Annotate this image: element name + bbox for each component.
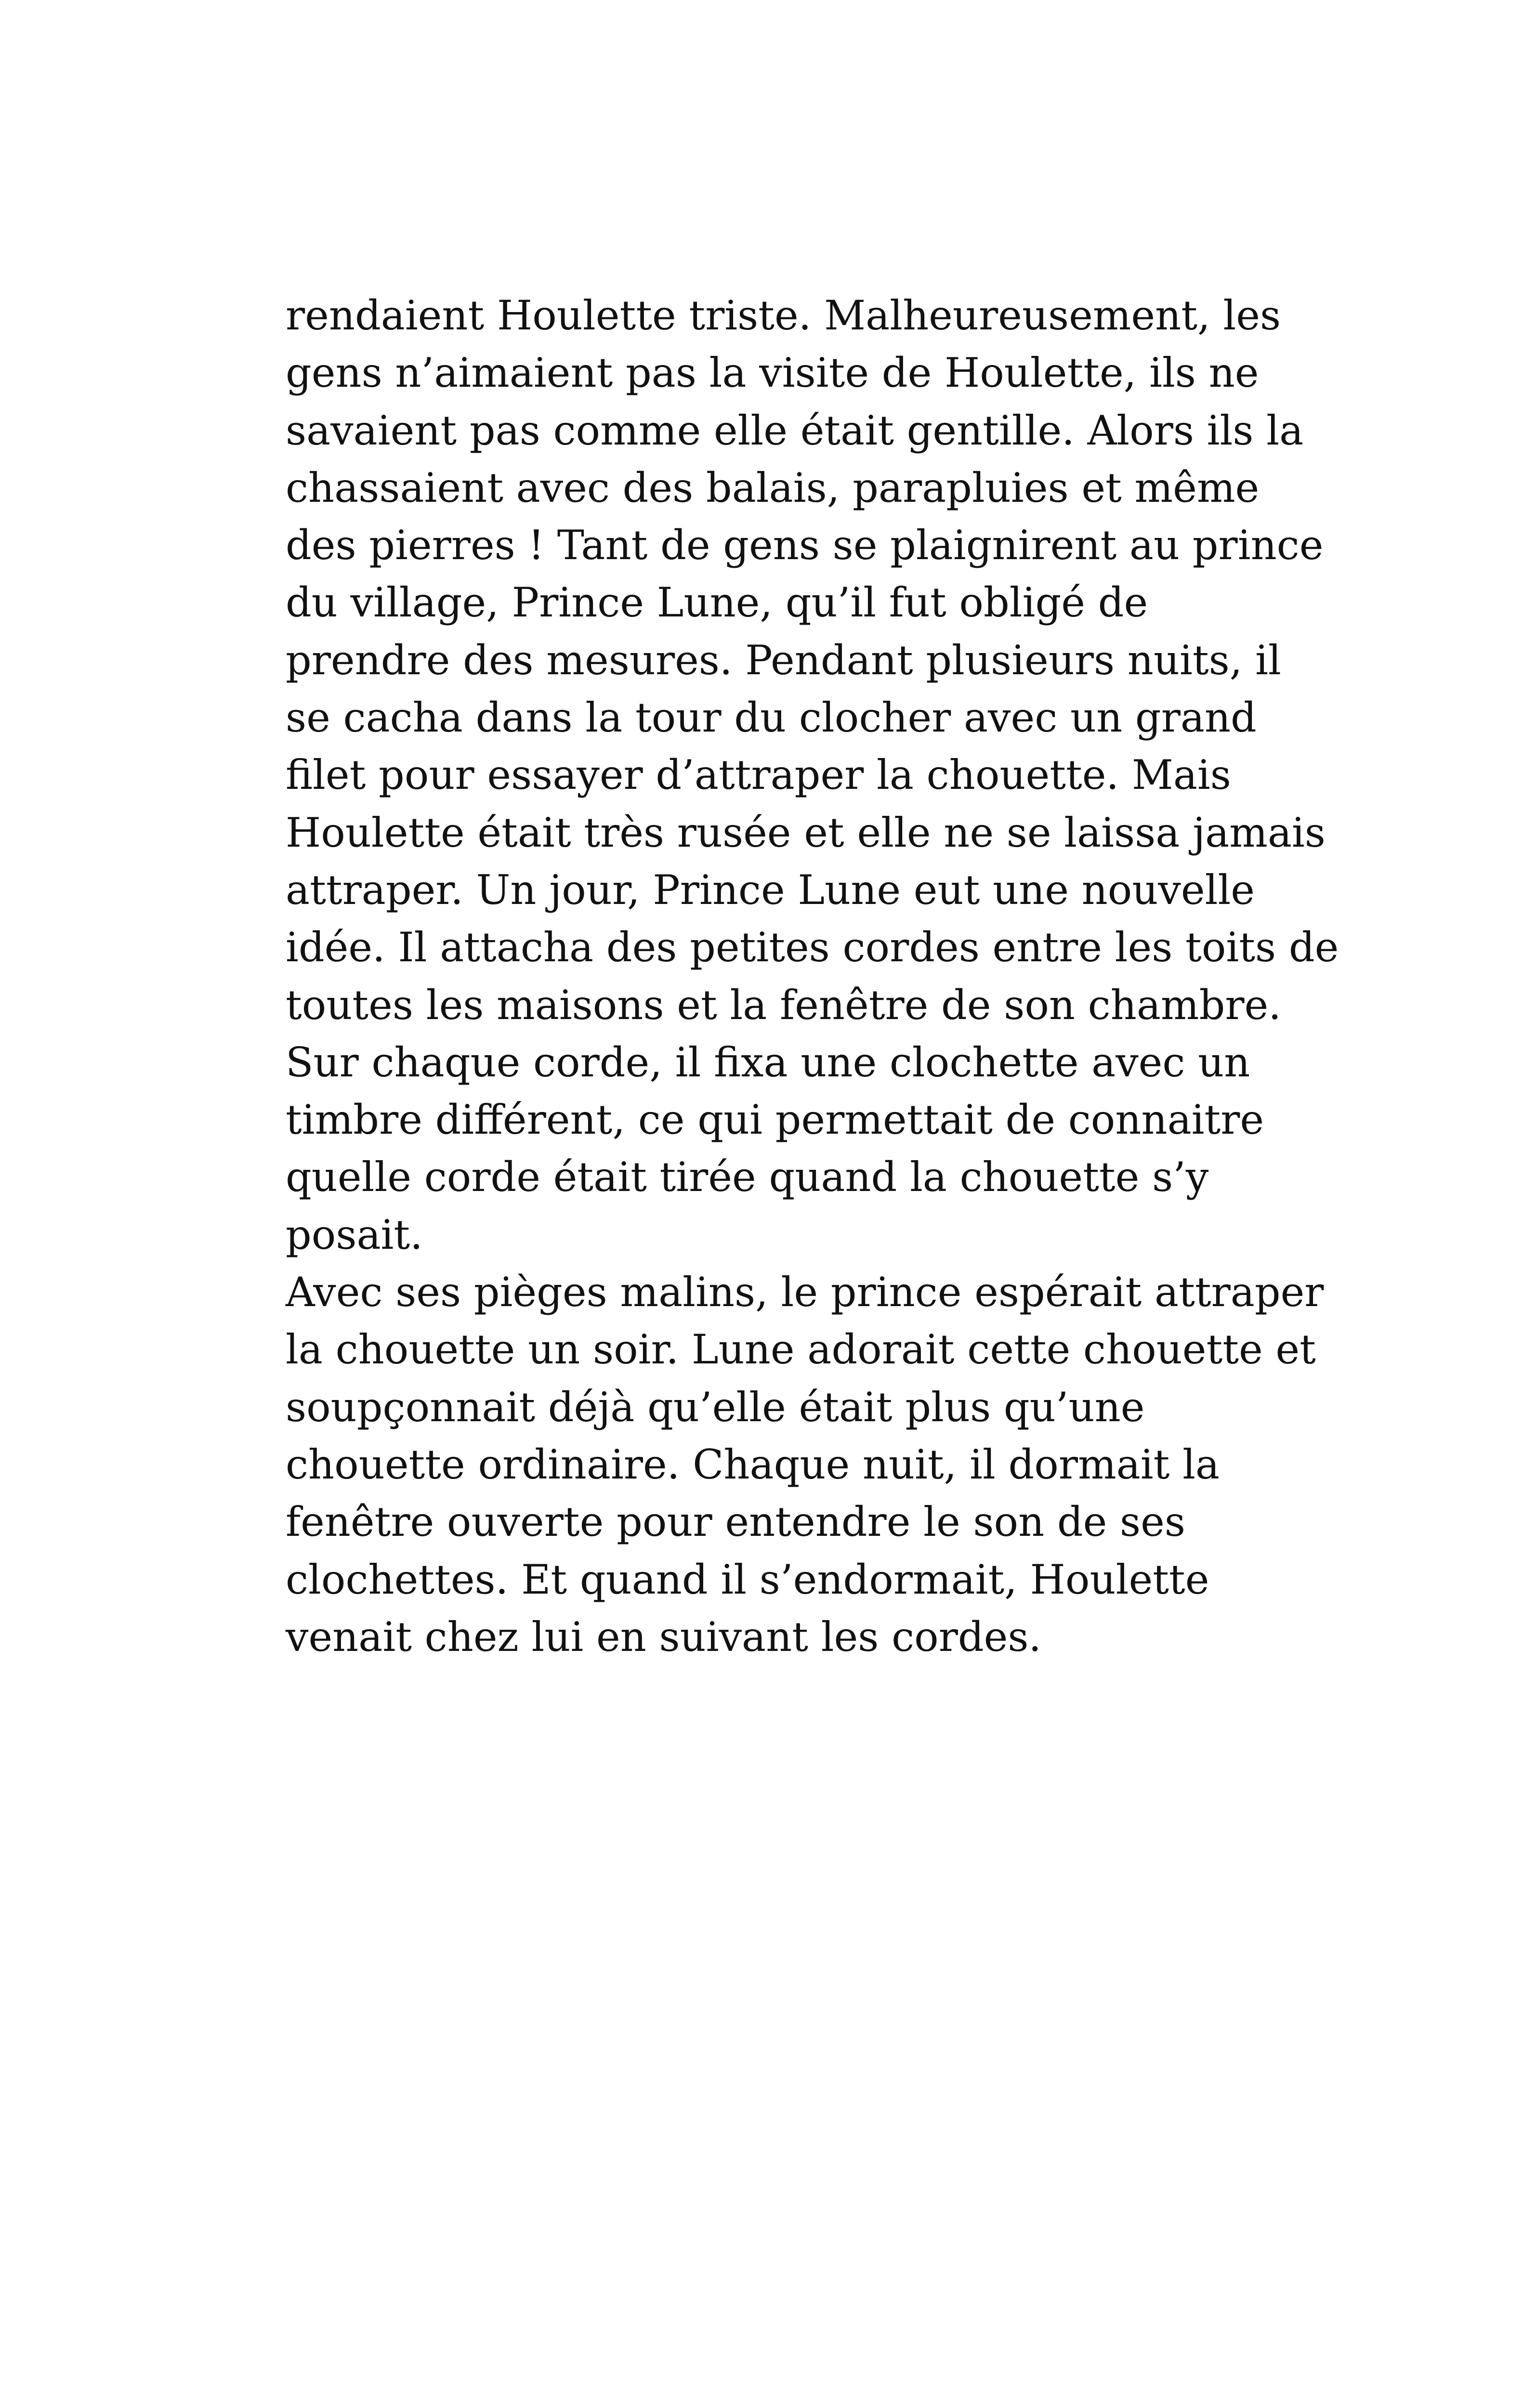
text-line: des pierres ! Tant de gens se plaignirent au prince [286, 522, 1324, 569]
text-line: savaient pas comme elle était gentille. Alors ils la [286, 406, 1304, 454]
text-line: soupçonnait déjà qu’elle était plus qu’une [286, 1383, 1145, 1431]
text-line: filet pour essayer d’attraper la chouette. Mais [286, 751, 1231, 799]
text-line: chouette ordinaire. Chaque nuit, il dormait la [286, 1440, 1220, 1488]
text-line: rendaient Houlette triste. Malheureusement, les [286, 292, 1281, 339]
text-line: chassaient avec des balais, parapluies et même [286, 464, 1260, 511]
text-line: Sur chaque corde, il fixa une clochette avec un [286, 1038, 1250, 1086]
text-line: venait chez lui en suivant les cordes. [286, 1613, 1042, 1661]
text-line: la chouette un soir. Lune adorait cette chouette et [286, 1326, 1316, 1374]
text-line: fenêtre ouverte pour entendre le son de ses [286, 1498, 1185, 1546]
text-line: posait. [286, 1211, 423, 1258]
text-line: gens n’aimaient pas la visite de Houlette, ils ne [286, 349, 1259, 397]
text-line: idée. Il attacha des petites cordes entre les toits de [286, 924, 1339, 971]
text-line: prendre des mesures. Pendant plusieurs nuits, il [286, 636, 1281, 684]
story-text [286, 287, 1403, 1666]
text-line: se cacha dans la tour du clocher avec un grand [286, 694, 1257, 742]
text-line: quelle corde était tirée quand la chouette s’y [286, 1153, 1209, 1201]
text-line: timbre différent, ce qui permettait de connaitre [286, 1096, 1264, 1144]
text-line: du village, Prince Lune, qu’il fut obligé de [286, 579, 1148, 627]
text-line: toutes les maisons et la fenêtre de son chambre. [286, 981, 1281, 1029]
text-line: Avec ses pièges malins, le prince espérait attraper [286, 1269, 1324, 1316]
text-line: clochettes. Et quand il s’endormait, Houlette [286, 1556, 1209, 1603]
text-line: Houlette était très rusée et elle ne se laissa jamais [286, 809, 1326, 856]
text-line: attraper. Un jour, Prince Lune eut une nouvelle [286, 866, 1255, 914]
